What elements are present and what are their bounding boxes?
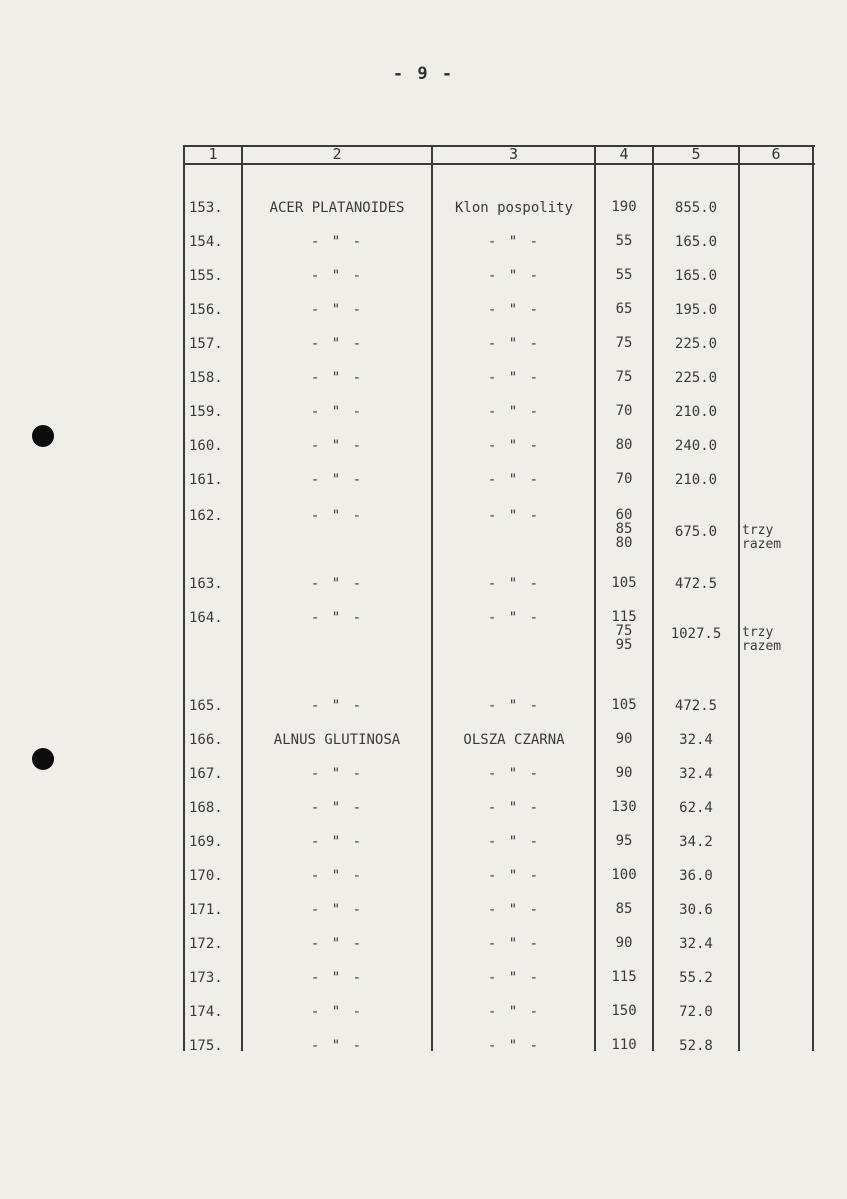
- column-4-values: 75: [615, 369, 633, 385]
- column-4-values: 55: [615, 267, 633, 283]
- column-5-value: 34.2: [679, 834, 713, 850]
- row-number: 163.: [189, 576, 223, 592]
- column-4-values: 130: [611, 799, 637, 815]
- column-4-values: 105: [611, 697, 637, 713]
- species-polish: - " -: [487, 438, 541, 454]
- species-latin: - " -: [310, 438, 364, 454]
- column-4-values: 115: [611, 969, 637, 985]
- row-number: 165.: [189, 698, 223, 714]
- column-5-value: 32.4: [679, 766, 713, 782]
- column-5-value: 240.0: [674, 438, 718, 454]
- column-5-value: 32.4: [679, 936, 713, 952]
- row-number: 171.: [189, 902, 223, 918]
- column-4-values: 80: [615, 437, 633, 453]
- column-4-values: 105: [611, 575, 637, 591]
- species-polish: - " -: [487, 472, 541, 488]
- species-polish: - " -: [487, 766, 541, 782]
- row-number: 169.: [189, 834, 223, 850]
- species-polish: - " -: [487, 370, 541, 386]
- column-5-value: 210.0: [674, 404, 718, 420]
- species-polish: - " -: [487, 868, 541, 884]
- column-4-values: 55: [615, 233, 633, 249]
- column-header: 6: [771, 145, 781, 163]
- species-polish: Klon pospolity: [454, 200, 573, 216]
- column-5-value: 195.0: [674, 302, 718, 318]
- species-latin: - " -: [310, 234, 364, 250]
- column-5-value: 32.4: [679, 732, 713, 748]
- column-5-value: 225.0: [674, 336, 718, 352]
- species-polish: - " -: [487, 576, 541, 592]
- column-5-value: 72.0: [679, 1004, 713, 1020]
- table-rule: [652, 145, 654, 1051]
- table-rule: [738, 145, 740, 1051]
- species-latin: - " -: [310, 610, 364, 626]
- species-polish: - " -: [487, 610, 541, 626]
- species-polish: - " -: [487, 268, 541, 284]
- column-5-value: 36.0: [679, 868, 713, 884]
- table-rule: [812, 145, 814, 1051]
- column-5-value: 675.0: [674, 524, 718, 540]
- species-latin: - " -: [310, 404, 364, 420]
- column-5-value: 55.2: [679, 970, 713, 986]
- row-number: 157.: [189, 336, 223, 352]
- column-4-values: 90: [615, 731, 633, 747]
- species-latin: - " -: [310, 302, 364, 318]
- species-latin: - " -: [310, 1038, 364, 1054]
- column-4-values: 90: [615, 935, 633, 951]
- column-4-values: 110: [611, 1037, 637, 1053]
- row-number: 168.: [189, 800, 223, 816]
- column-header: 4: [619, 145, 629, 163]
- species-latin: - " -: [310, 970, 364, 986]
- column-6-note: trzy razem: [742, 625, 782, 654]
- row-number: 174.: [189, 1004, 223, 1020]
- column-4-values: 90: [615, 765, 633, 781]
- row-number: 173.: [189, 970, 223, 986]
- row-number: 153.: [189, 200, 223, 216]
- column-5-value: 165.0: [674, 234, 718, 250]
- species-latin: - " -: [310, 868, 364, 884]
- column-5-value: 855.0: [674, 200, 718, 216]
- row-number: 166.: [189, 732, 223, 748]
- species-latin: - " -: [310, 336, 364, 352]
- column-4-values: 100: [611, 867, 637, 883]
- species-polish: - " -: [487, 234, 541, 250]
- column-5-value: 30.6: [679, 902, 713, 918]
- column-4-values: 70: [615, 471, 633, 487]
- column-5-value: 1027.5: [670, 626, 722, 642]
- species-polish: - " -: [487, 302, 541, 318]
- row-number: 159.: [189, 404, 223, 420]
- species-polish: - " -: [487, 336, 541, 352]
- row-number: 164.: [189, 610, 223, 626]
- column-5-value: 472.5: [674, 576, 718, 592]
- column-5-value: 165.0: [674, 268, 718, 284]
- column-4-values: 70: [615, 403, 633, 419]
- species-polish: - " -: [487, 834, 541, 850]
- column-4-values: 75: [615, 335, 633, 351]
- species-polish: - " -: [487, 698, 541, 714]
- row-number: 160.: [189, 438, 223, 454]
- column-5-value: 210.0: [674, 472, 718, 488]
- species-polish: - " -: [487, 902, 541, 918]
- column-4-values: 85: [615, 901, 633, 917]
- row-number: 161.: [189, 472, 223, 488]
- table-rule: [241, 145, 243, 1051]
- species-polish: - " -: [487, 1038, 541, 1054]
- species-polish: - " -: [487, 404, 541, 420]
- row-number: 155.: [189, 268, 223, 284]
- column-4-values: 65: [615, 301, 633, 317]
- table-rule: [183, 145, 185, 1051]
- column-4-values: 150: [611, 1003, 637, 1019]
- table-rule: [431, 145, 433, 1051]
- species-latin: - " -: [310, 576, 364, 592]
- species-polish: - " -: [487, 936, 541, 952]
- column-5-value: 62.4: [679, 800, 713, 816]
- page-number: - 9 -: [392, 64, 455, 84]
- row-number: 156.: [189, 302, 223, 318]
- species-latin: - " -: [310, 268, 364, 284]
- column-4-values: 115 75 95: [611, 609, 637, 653]
- row-number: 162.: [189, 508, 223, 524]
- row-number: 154.: [189, 234, 223, 250]
- species-polish: - " -: [487, 1004, 541, 1020]
- species-latin: - " -: [310, 902, 364, 918]
- species-latin: ALNUS GLUTINOSA: [273, 732, 401, 748]
- row-number: 167.: [189, 766, 223, 782]
- species-polish: - " -: [487, 508, 541, 524]
- species-latin: - " -: [310, 834, 364, 850]
- table-rule: [594, 145, 596, 1051]
- row-number: 172.: [189, 936, 223, 952]
- column-4-values: 60 85 80: [615, 507, 633, 551]
- species-latin: - " -: [310, 370, 364, 386]
- species-polish: OLSZA CZARNA: [463, 732, 565, 748]
- species-polish: - " -: [487, 800, 541, 816]
- species-latin: - " -: [310, 472, 364, 488]
- column-5-value: 52.8: [679, 1038, 713, 1054]
- column-5-value: 225.0: [674, 370, 718, 386]
- species-latin: - " -: [310, 936, 364, 952]
- species-latin: - " -: [310, 698, 364, 714]
- row-number: 170.: [189, 868, 223, 884]
- column-header: 5: [691, 145, 701, 163]
- species-latin: - " -: [310, 1004, 364, 1020]
- column-5-value: 472.5: [674, 698, 718, 714]
- column-6-note: trzy razem: [742, 523, 782, 552]
- column-header: 1: [208, 145, 218, 163]
- row-number: 158.: [189, 370, 223, 386]
- species-polish: - " -: [487, 970, 541, 986]
- column-4-values: 95: [615, 833, 633, 849]
- column-header: 2: [332, 145, 342, 163]
- species-latin: - " -: [310, 800, 364, 816]
- species-latin: - " -: [310, 766, 364, 782]
- column-header: 3: [508, 145, 519, 163]
- species-latin: - " -: [310, 508, 364, 524]
- column-4-values: 190: [611, 199, 637, 215]
- row-number: 175.: [189, 1038, 223, 1054]
- species-latin: ACER PLATANOIDES: [269, 200, 405, 216]
